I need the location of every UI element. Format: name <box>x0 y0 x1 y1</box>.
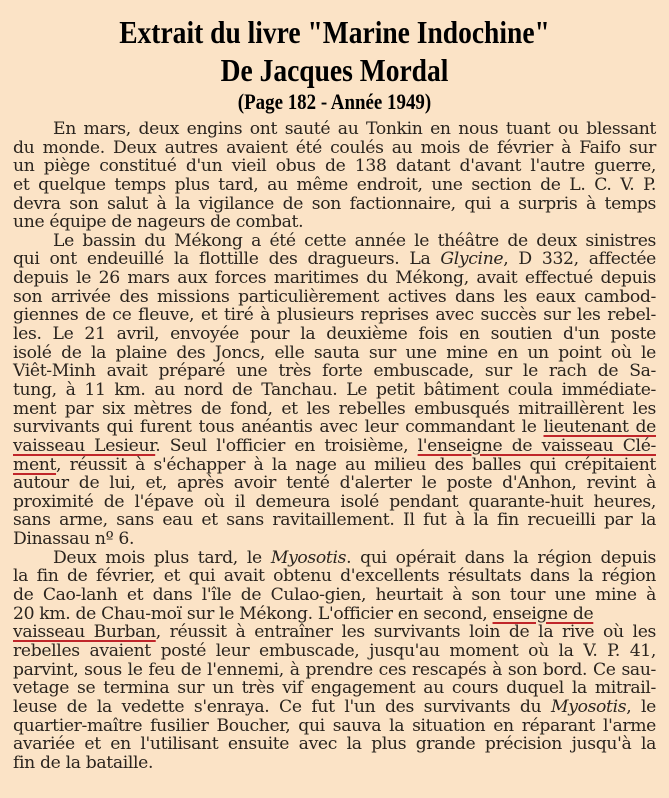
text-run: Dinassau nº 6. <box>13 529 135 550</box>
text-run: En mars, deux engins ont sauté au Tonkin en nous tuant ou blessant <box>53 119 656 139</box>
underlined-name: vaisseau Burban <box>13 622 156 643</box>
underlined-name: lieutenant de <box>543 417 656 438</box>
text-run: avariée et en l'utilisant ensuite avec la plus grande précision jusqu'à la <box>13 734 656 755</box>
ship-name-myosotis: Myosotis <box>550 696 627 717</box>
text-line <box>13 642 656 661</box>
text-run: Le bassin du Mékong a été cette année le théâtre de deux sinistres <box>53 230 656 251</box>
text-line <box>13 325 656 344</box>
text-run: , réussit à s'échapper à la nage au milieu des balles qui crépitaient <box>56 454 656 475</box>
document-reference: (Page 182 - Année 1949) <box>237 89 432 114</box>
text-run: vetage se termina sur un très vif engagement au cours duquel la mitrail- <box>13 678 656 699</box>
text-line <box>13 157 656 176</box>
text-run: de Cao-lanh et dans l'île de Culao-gien, heurtait à son tour une mine à <box>13 585 656 606</box>
text-line <box>13 735 656 754</box>
document-author: De Jacques Mordal <box>220 52 449 88</box>
text-line <box>13 176 656 195</box>
text-line <box>13 250 656 269</box>
text-run: fin de la bataille. <box>13 752 154 773</box>
text-line <box>13 511 656 530</box>
text-line <box>13 567 656 586</box>
text-run: une équipe de nageurs de combat. <box>13 212 304 233</box>
text-run: survivants qui furent tous anéantis avec leur commandant le <box>13 417 544 438</box>
ship-name-myosotis: Myosotis <box>270 547 347 568</box>
text-line <box>13 661 656 680</box>
text-run: la fin de février, et qui avait obtenu d'excellents résultats dans la région <box>13 566 656 587</box>
paragraph-3 <box>13 549 656 773</box>
underlined-name: vaisseau Lesieur <box>13 435 156 456</box>
text-run: rebelles avaient posté leur embuscade, jusqu'au moment où la V. P. 41, <box>13 640 656 661</box>
underlined-name: ment <box>13 454 57 475</box>
paragraph-1 <box>13 120 656 232</box>
text-line <box>13 456 656 475</box>
text-line <box>13 754 656 773</box>
text-line <box>13 605 656 624</box>
text-line <box>13 381 656 400</box>
text-run: sans arme, sans eau et sans ravitaillement. Il fut à la fin recueilli par la <box>13 510 656 531</box>
underlined-name: enseigne de <box>492 603 594 624</box>
text-run: quartier-maître fusilier Boucher, qui sauva la situation en réparant l'arme <box>13 715 656 736</box>
text-line <box>13 418 656 437</box>
text-line <box>13 493 656 512</box>
text-line <box>13 344 656 363</box>
text-line <box>13 623 656 642</box>
text-run: qui ont endeuillé la flottille des dragueurs. La <box>13 249 441 270</box>
text-run: Deux mois plus tard, le <box>53 547 271 568</box>
text-run: . Seul l'officier en troisième, <box>155 435 418 456</box>
text-run: depuis le 26 mars aux forces maritimes du Mékong, avait effectué depuis <box>13 268 656 289</box>
text-line <box>13 288 656 307</box>
text-line <box>13 549 656 568</box>
text-line <box>13 474 656 493</box>
text-run: . qui opérait dans la région depuis <box>346 547 656 568</box>
paragraph-2 <box>13 232 656 549</box>
text-line <box>13 586 656 605</box>
text-run: un piège constitué d'un vieil obus de 138 datant d'avant l'autre guerre, <box>13 156 656 177</box>
text-run: ment par six mètres de fond, et les rebelles embusqués mitraillèrent les <box>13 398 656 419</box>
text-run: , réussit à entraîner les survivants loin de la rive où les <box>155 622 656 643</box>
text-run: tung, à 11 km. au nord de Tanchau. Le petit bâtiment coula immédiate- <box>13 379 656 400</box>
text-run: giennes de ce fleuve, et tiré à plusieurs reprises avec succès sur les rebel- <box>13 305 656 326</box>
text-run: du monde. Deux autres avaient été coulés au mois de février à Faifo sur <box>13 137 656 158</box>
ship-name-glycine: Glycine <box>440 249 504 270</box>
text-run: isolé de la plaine des Joncs, elle sauta sur une mine en un point où le <box>13 342 656 363</box>
text-line <box>13 306 656 325</box>
text-run: et quelque temps plus tard, au même endroit, une section de L. C. V. P. <box>13 174 656 195</box>
text-line <box>13 195 656 214</box>
text-line <box>13 530 656 549</box>
text-run: , le <box>626 696 656 717</box>
document-title: Extrait du livre "Marine Indochine" <box>119 14 550 50</box>
text-line <box>13 679 656 698</box>
document-body <box>13 120 656 772</box>
text-line <box>13 269 656 288</box>
text-line <box>13 120 656 139</box>
text-line <box>13 213 656 232</box>
text-run: 20 km. de Chau-moï sur le Mékong. L'officier en second, <box>13 603 493 624</box>
text-line <box>13 139 656 158</box>
text-line <box>13 717 656 736</box>
text-run: les. Le 21 avril, envoyée pour la deuxième fois en soutien d'un poste <box>13 324 656 345</box>
text-run: proximité de l'épave où il demeura isolé pendant quarante-huit heures, <box>13 491 656 512</box>
text-run: leuse de la vedette s'enraya. Ce fut l'un des survivants du <box>13 696 551 717</box>
text-run: parvint, sous le feu de l'ennemi, à prendre ces rescapés à son bord. Ce sau- <box>13 659 656 680</box>
text-run: devra son salut à la vigilance de son factionnaire, qui a surpris à temps <box>13 193 656 214</box>
text-line <box>13 437 656 456</box>
text-line <box>13 232 656 251</box>
text-run: autour de lui, et, après avoir tenté d'alerter le poste d'Anhon, revint à <box>13 473 656 494</box>
text-line <box>13 362 656 381</box>
text-line <box>13 698 656 717</box>
underlined-name: l'enseigne de vaisseau Clé- <box>417 435 656 456</box>
text-run: , D 332, affectée <box>503 249 657 270</box>
text-line <box>13 400 656 419</box>
text-run: Viêt-Minh avait préparé une très forte embuscade, sur le rach de Sa- <box>13 361 656 382</box>
text-run: son arrivée des missions particulièrement actives dans les eaux cambod- <box>13 286 656 307</box>
